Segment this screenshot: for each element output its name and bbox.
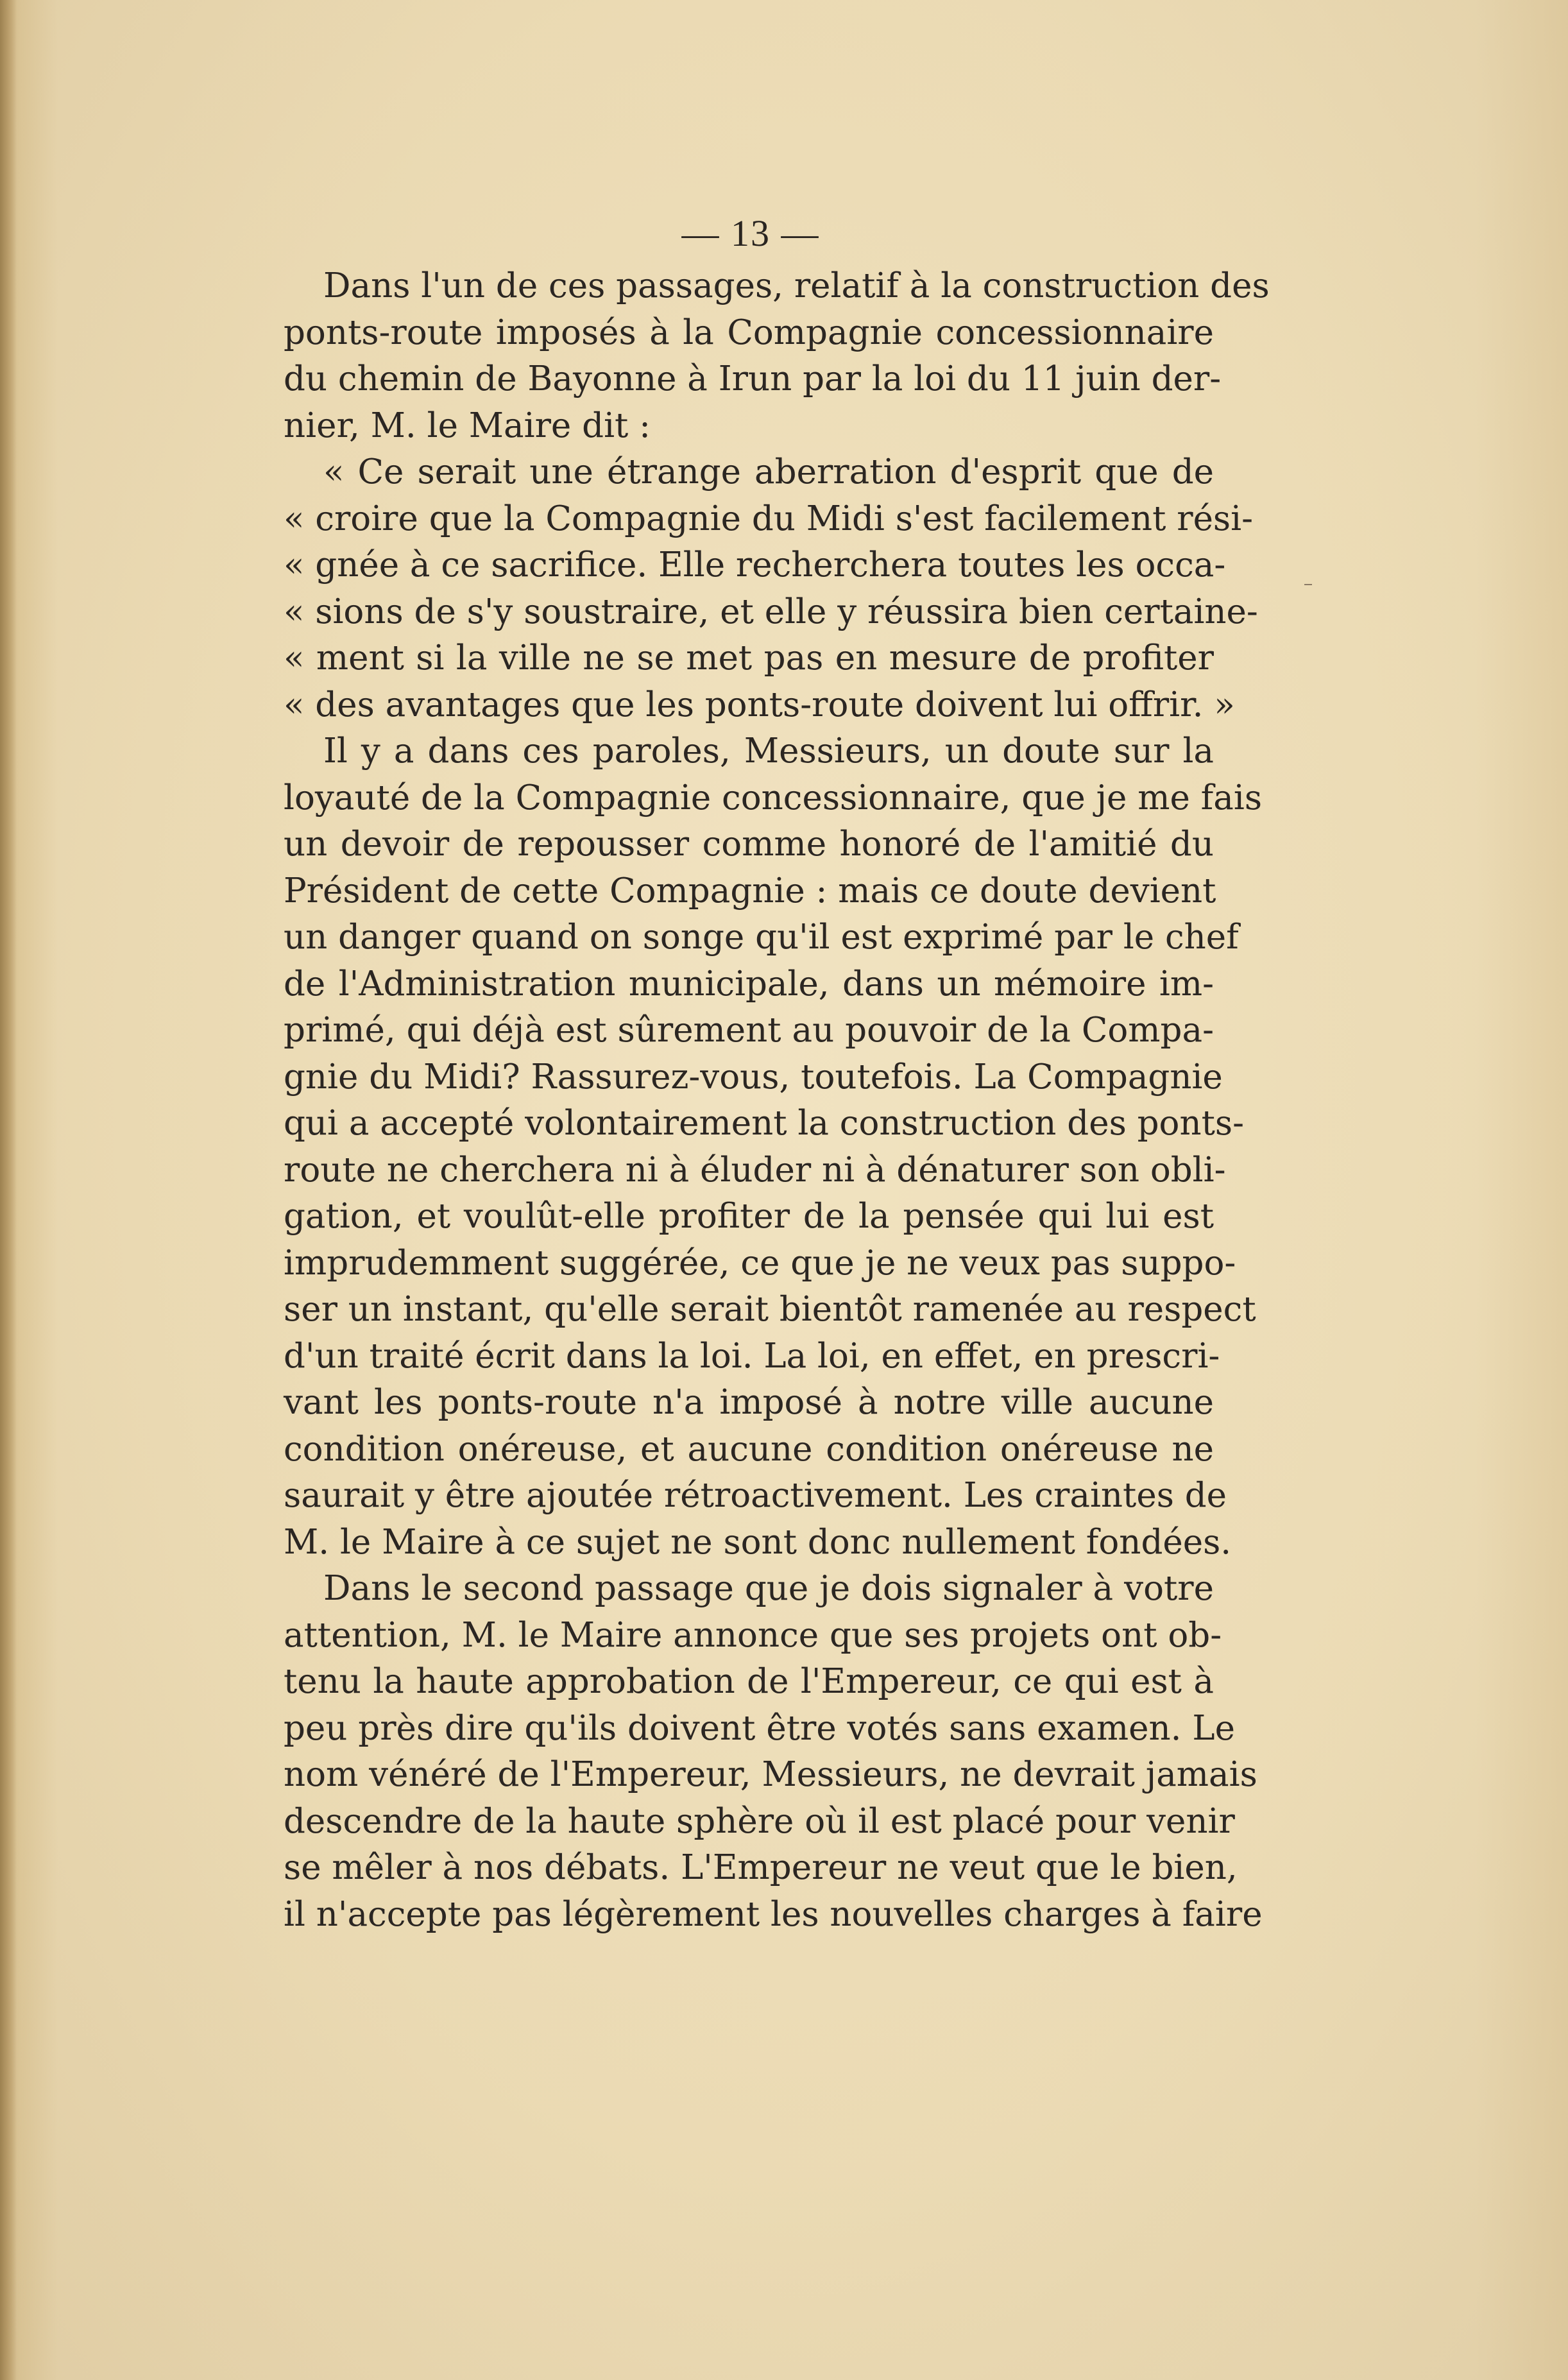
text-line: Il y a dans ces paroles, Messieurs, un doute sur la [323,732,1214,771]
text-line: tenu la haute approbation de l'Empereur, ce qui est à [284,1662,1214,1701]
text-line: « Ce serait une étrange aberration d'esprit que de [323,452,1214,492]
text-line: « des avantages que les ponts-route doivent lui offrir. » [284,685,1235,724]
text-line: d'un traité écrit dans la loi. La loi, en effet, en prescri- [284,1336,1220,1376]
text-line: gation, et voulût-elle profiter de la pensée qui lui est [284,1197,1214,1236]
text-line: nier, M. le Maire dit : [284,406,651,445]
text-line: saurait y être ajoutée rétroactivement. Les craintes de [284,1476,1227,1515]
text-line: nom vénéré de l'Empereur, Messieurs, ne devrait jamais [284,1755,1257,1794]
text-line: attention, M. le Maire annonce que ses projets ont ob- [284,1615,1222,1655]
text-line: de l'Administration municipale, dans un mémoire im- [284,964,1214,1004]
page-number: — 13 — [681,212,820,254]
body-text [284,263,1270,1938]
text-line: ser un instant, qu'elle serait bientôt ramenée au respect [284,1290,1256,1329]
text-line: « ment si la ville ne se met pas en mesure de profiter [284,638,1214,678]
margin-mark [1304,584,1312,585]
text-line: du chemin de Bayonne à Irun par la loi du 11 juin der- [284,359,1222,398]
text-line: loyauté de la Compagnie concessionnaire, que je me fais [284,778,1263,818]
text-line: condition onéreuse, et aucune condition onéreuse ne [284,1429,1214,1469]
text-line: Dans le second passage que je dois signaler à votre [323,1569,1214,1608]
text-line: un danger quand on songe qu'il est exprimé par le chef [284,918,1239,957]
text-line: « sions de s'y soustraire, et elle y réussira bien certaine- [284,592,1258,631]
text-line: imprudemment suggérée, ce que je ne veux pas suppo- [284,1243,1236,1283]
text-line: descendre de la haute sphère où il est placé pour venir [284,1801,1235,1841]
text-line: vant les ponts-route n'a imposé à notre ville aucune [284,1383,1214,1422]
text-line: Président de cette Compagnie : mais ce doute devient [284,871,1216,911]
text-line: se mêler à nos débats. L'Empereur ne veut que le bien, [284,1848,1238,1887]
text-line: un devoir de repousser comme honoré de l'amitié du [284,825,1214,864]
text-line: primé, qui déjà est sûrement au pouvoir de la Compa- [284,1011,1214,1050]
text-line: « croire que la Compagnie du Midi s'est facilement rési- [284,499,1253,538]
text-line: « gnée à ce sacrifice. Elle recherchera toutes les occa- [284,545,1226,585]
text-line: peu près dire qu'ils doivent être votés sans examen. Le [284,1708,1235,1748]
text-line: route ne cherchera ni à éluder ni à dénaturer son obli- [284,1150,1226,1190]
text-line: gnie du Midi? Rassurez-vous, toutefois. La Compagnie [284,1057,1223,1097]
text-line: il n'accepte pas légèrement les nouvelles charges à faire [284,1894,1263,1934]
text-line: qui a accepté volontairement la construction des ponts- [284,1104,1244,1143]
page-binding-edge [0,0,17,2380]
text-line: M. le Maire à ce sujet ne sont donc nullement fondées. [284,1522,1232,1562]
text-line: ponts-route imposés à la Compagnie concessionnaire [284,312,1214,352]
text-line: Dans l'un de ces passages, relatif à la construction des [323,266,1270,305]
